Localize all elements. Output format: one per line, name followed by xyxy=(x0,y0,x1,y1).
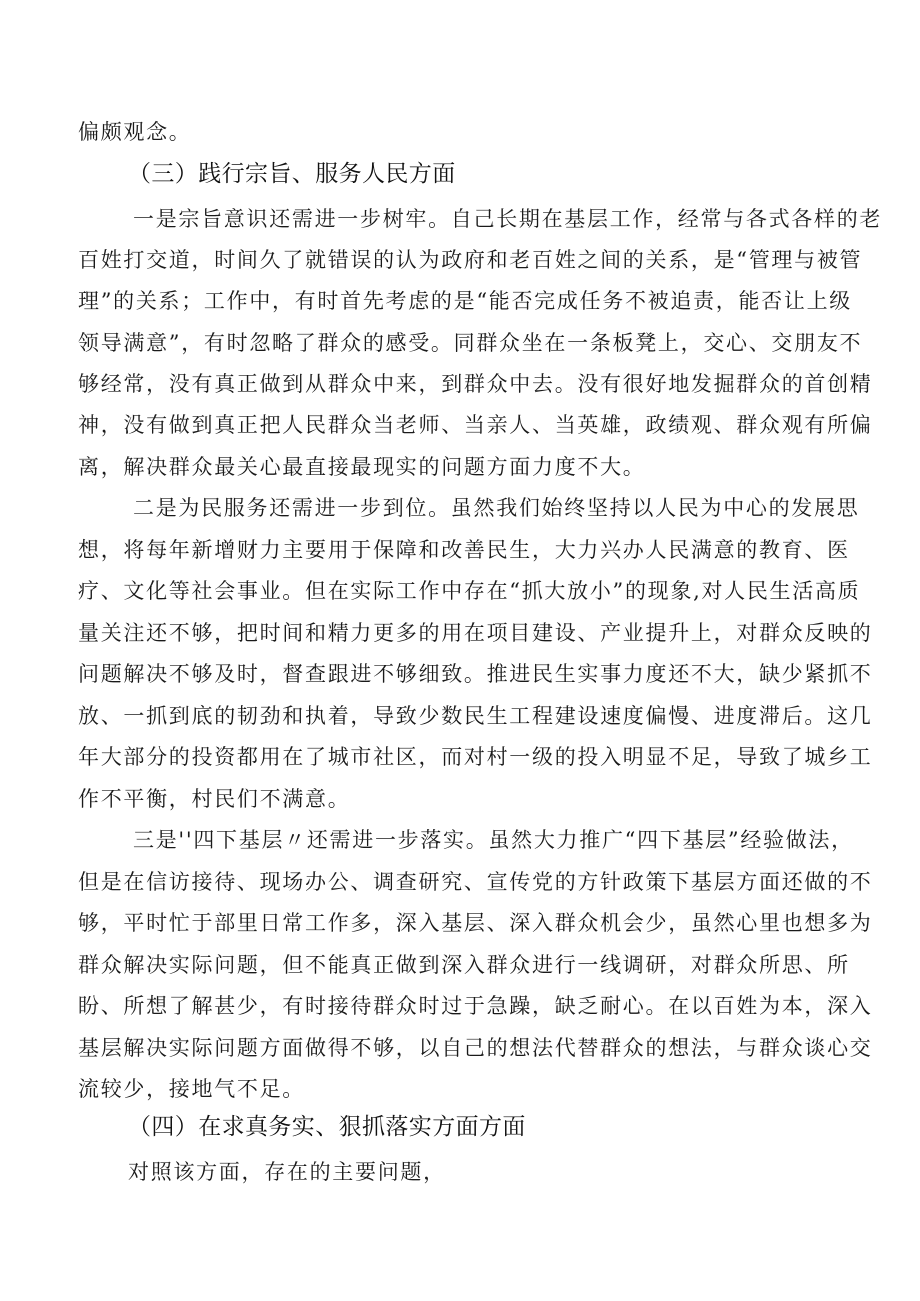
paragraph-line: 神，没有做到真正把人民群众当老师、当亲人、当英雄，政绩观、群众观有所偏 xyxy=(78,413,873,437)
paragraph-line: 放、一抓到底的韧劲和执着，导致少数民生工程建设速度偏慢、进度滞后。这几 xyxy=(78,704,873,728)
paragraph-line: 够经常，没有真正做到从群众中来，到群众中去。没有很好地发掘群众的首创精 xyxy=(78,372,873,396)
paragraph-line: 盼、所想了解甚少，有时接待群众时过于急躁，缺乏耐心。在以百姓为本，深入 xyxy=(78,994,873,1018)
paragraph-line: 想，将每年新增财力主要用于保障和改善民生，大力兴办人民满意的教育、医 xyxy=(78,538,850,562)
section-heading-four: （四）在求真务实、狠抓落实方面方面 xyxy=(128,1114,526,1140)
paragraph-line: 问题解决不够及时，督查跟进不够细致。推进民生实事力度还不大，缺少紧抓不 xyxy=(78,662,873,686)
paragraph-line: 领导满意”，有时忽略了群众的感受。同群众坐在一条板凳上，交心、交朋友不 xyxy=(78,331,863,355)
paragraph-line: 作不平衡，村民们不满意。 xyxy=(78,787,351,811)
paragraph-line: 对照该方面，存在的主要问题， xyxy=(128,1160,446,1184)
paragraph-line: 够，平时忙于部里日常工作多，深入基层、深入群众机会少，虽然心里也想多为 xyxy=(78,911,873,935)
paragraph-line: 年大部分的投资都用在了城市社区，而对村一级的投入明显不足，导致了城乡工 xyxy=(78,745,873,769)
section-heading-three: （三）践行宗旨、服务人民方面 xyxy=(128,161,456,187)
paragraph-fragment-top: 偏颇观念。 xyxy=(78,120,192,144)
paragraph-line: 一是宗旨意识还需进一步树牢。自己长期在基层工作，经常与各式各样的老 xyxy=(133,207,883,231)
paragraph-line: 三是''四下基层〃还需进一步落实。虽然大力推广“四下基层”经验做法， xyxy=(133,828,854,852)
paragraph-line: 群众解决实际问题，但不能真正做到深入群众进行一线调研，对群众所思、所 xyxy=(78,953,850,977)
paragraph-line: 但是在信访接待、现场办公、调查研究、宣传党的方针政策下基层方面还做的不 xyxy=(78,870,873,894)
paragraph-line: 疗、文化等社会事业。但在实际工作中存在“抓大放小”的现象,对人民生活高质 xyxy=(78,579,861,603)
paragraph-line: 流较少，接地气不足。 xyxy=(78,1077,305,1101)
paragraph-line: 基层解决实际问题方面做得不够，以自己的想法代替群众的想法，与群众谈心交 xyxy=(78,1036,873,1060)
paragraph-line: 理”的关系；工作中，有时首先考虑的是“能否完成任务不被追责，能否让上级 xyxy=(78,289,852,313)
paragraph-line: 离，解决群众最关心最直接最现实的问题方面力度不大。 xyxy=(78,455,646,479)
paragraph-line: 量关注还不够，把时间和精力更多的用在项目建设、产业提升上，对群众反映的 xyxy=(78,621,873,645)
paragraph-line: 二是为民服务还需进一步到位。虽然我们始终坚持以人民为中心的发展思 xyxy=(133,496,860,520)
paragraph-line: 百姓打交道，时间久了就错误的认为政府和老百姓之间的关系，是“管理与被管 xyxy=(78,248,863,272)
